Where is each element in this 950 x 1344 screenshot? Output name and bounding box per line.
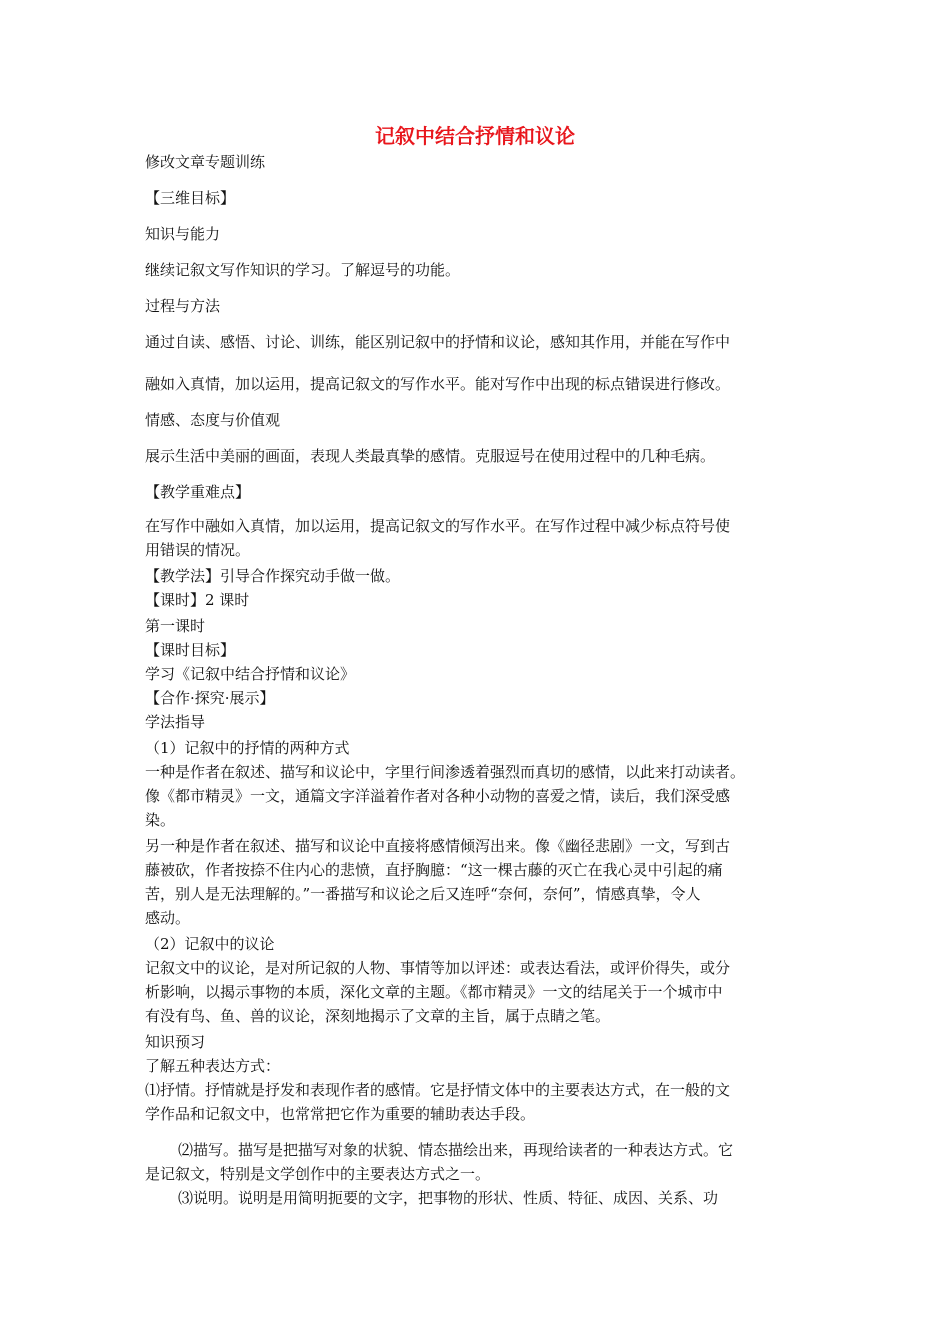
text-line: 学习《记叙中结合抒情和议论》 xyxy=(145,665,356,683)
text-line: 【合作·探究·展示】 xyxy=(145,689,275,707)
text-line: 藤被砍，作者按捺不住内心的悲愤，直抒胸臆：“这一棵古藤的灭亡在我心灵中引起的痛 xyxy=(145,861,723,879)
text-line: 在写作中融如入真情，加以运用，提高记叙文的写作水平。在写作过程中减少标点符号使 xyxy=(145,517,731,535)
text-line: 感动。 xyxy=(145,909,191,927)
text-line: 学法指导 xyxy=(145,713,206,731)
text-line: 【教学重难点】 xyxy=(145,483,251,501)
text-line: 继续记叙文写作知识的学习。了解逗号的功能。 xyxy=(145,261,461,279)
text-line: ⑵描写。描写是把描写对象的状貌、情态描绘出来，再现给读者的一种表达方式。它 xyxy=(178,1141,734,1159)
text-line: 是记叙文，特别是文学创作中的主要表达方式之一。 xyxy=(145,1165,491,1183)
text-line: ⑴抒情。抒情就是抒发和表现作者的感情。它是抒情文体中的主要表达方式，在一般的文 xyxy=(145,1081,731,1099)
text-line: 学作品和记叙文中，也常常把它作为重要的辅助表达手段。 xyxy=(145,1105,536,1123)
document-title: 记叙中结合抒情和议论 xyxy=(375,124,575,148)
text-line: 用错误的情况。 xyxy=(145,541,251,559)
text-line: 第一课时 xyxy=(145,617,206,635)
text-line: 了解五种表达方式： xyxy=(145,1057,281,1075)
text-line: 染。 xyxy=(145,811,176,829)
text-line: 另一种是作者在叙述、描写和议论中直接将感情倾泻出来。像《幽径悲剧》一文，写到古 xyxy=(145,837,731,855)
text-line: 像《都市精灵》一文，通篇文字洋溢着作者对各种小动物的喜爱之情，读后，我们深受感 xyxy=(145,787,731,805)
text-line: 修改文章专题训练 xyxy=(145,153,266,171)
text-line: 展示生活中美丽的画面，表现人类最真挚的感情。克服逗号在使用过程中的几种毛病。 xyxy=(145,447,716,465)
text-line: ⑶说明。说明是用简明扼要的文字，把事物的形状、性质、特征、成因、关系、功 xyxy=(178,1189,719,1207)
text-line: 苦，别人是无法理解的。”一番描写和议论之后又连呼“奈何，奈何”，情感真挚，令人 xyxy=(145,885,701,903)
text-line: 【课时目标】 xyxy=(145,641,236,659)
text-line: 【课时】2 课时 xyxy=(145,591,250,609)
text-line: （2）记叙中的议论 xyxy=(145,935,275,953)
text-line: 知识预习 xyxy=(145,1033,206,1051)
text-line: 一种是作者在叙述、描写和议论中，字里行间渗透着强烈而真切的感情，以此来打动读者。 xyxy=(145,763,746,781)
text-line: 【三维目标】 xyxy=(145,189,236,207)
text-line: 【教学法】引导合作探究动手做一做。 xyxy=(145,567,401,585)
text-line: 融如入真情，加以运用，提高记叙文的写作水平。能对写作中出现的标点错误进行修改。 xyxy=(145,375,731,393)
text-line: 有没有鸟、鱼、兽的议论，深刻地揭示了文章的主旨，属于点睛之笔。 xyxy=(145,1007,611,1025)
text-line: 过程与方法 xyxy=(145,297,221,315)
text-line: 知识与能力 xyxy=(145,225,221,243)
text-line: （1）记叙中的抒情的两种方式 xyxy=(145,739,350,757)
text-line: 析影响，以揭示事物的本质，深化文章的主题。《都市精灵》一文的结尾关于一个城市中 xyxy=(145,983,723,1001)
text-line: 通过自读、感悟、讨论、训练，能区别记叙中的抒情和议论，感知其作用，并能在写作中 xyxy=(145,333,731,351)
text-line: 记叙文中的议论，是对所记叙的人物、事情等加以评述：或表达看法，或评价得失，或分 xyxy=(145,959,731,977)
text-line: 情感、态度与价值观 xyxy=(145,411,281,429)
